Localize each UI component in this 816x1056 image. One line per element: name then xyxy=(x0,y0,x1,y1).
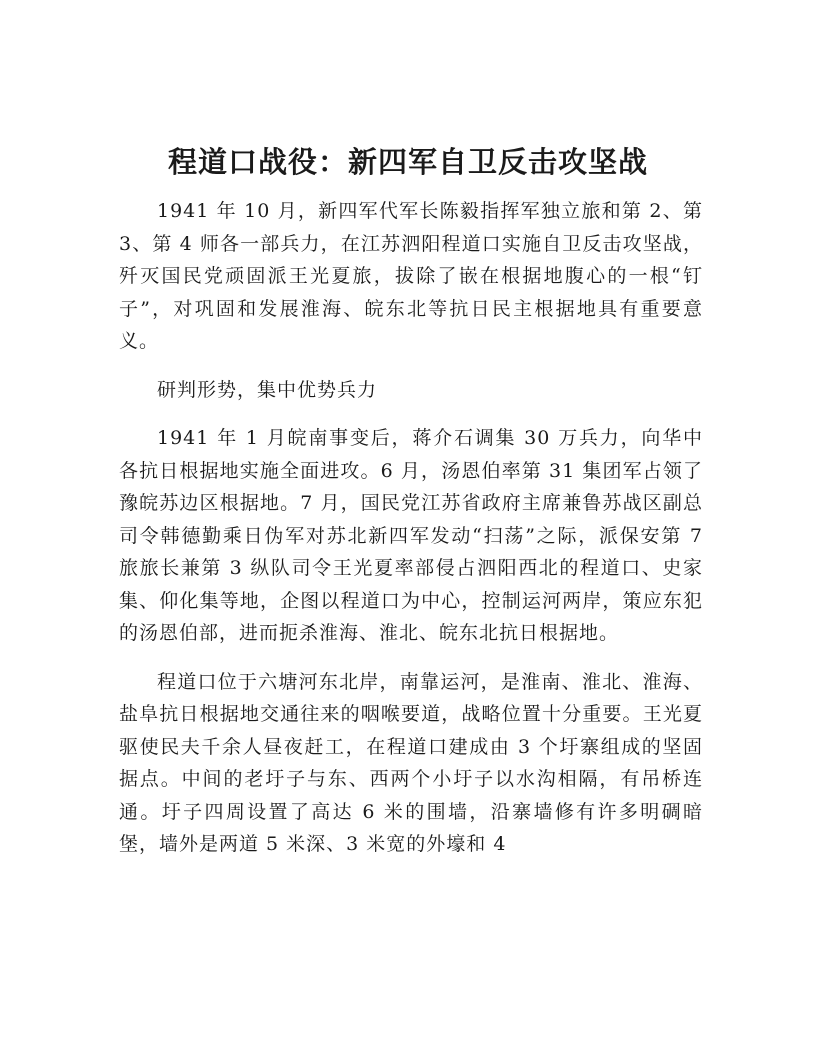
document-body xyxy=(119,195,703,877)
paragraph-location: 程道口位于六塘河东北岸，南靠运河，是淮南、淮北、淮海、盐阜抗日根据地交通往来的咽喉要道，战略位置十分重要。王光夏驱使民夫千余人昼夜赶工，在程道口建成由 3 个圩寨组成的坚固据点。中间的老圩子与东、西两个小圩子以水沟相隔，有吊桥连通。圩子四周设置了高达 6 米的围墙，沿寨墙修有许多明碉暗堡，墙外是两道 5 米深、3 米宽的外壕和 4 xyxy=(119,670,703,855)
document-title: 程道口战役：新四军自卫反击攻坚战 xyxy=(167,145,648,179)
paragraph-intro: 1941 年 10 月，新四军代军长陈毅指挥军独立旅和第 2、第 3、第 4 师各一部兵力，在江苏泗阳程道口实施自卫反击攻坚战，歼灭国民党顽固派王光夏旅，拔除了嵌在根据地腹心的一根“钉子”，对巩固和发展淮海、皖东北等抗日民主根据地具有重要意义。 xyxy=(119,200,703,352)
section-heading: 研判形势，集中优势兵力 xyxy=(157,378,378,401)
paragraph-background: 1941 年 1 月皖南事变后，蒋介石调集 30 万兵力，向华中各抗日根据地实施全面进攻。6 月，汤恩伯率第 31 集团军占领了豫皖苏边区根据地。7 月，国民党江苏省政府主席兼鲁苏战区副总司令韩德勤乘日伪军对苏北新四军发动“扫荡”之际，派保安第 7 旅旅长兼第 3 纵队司令王光夏率部侵占泗阳西北的程道口、史家集、仰化集等地，企图以程道口为中心，控制运河两岸，策应东犯的汤恩伯部，进而扼杀淮海、淮北、皖东北抗日根据地。 xyxy=(119,427,703,644)
